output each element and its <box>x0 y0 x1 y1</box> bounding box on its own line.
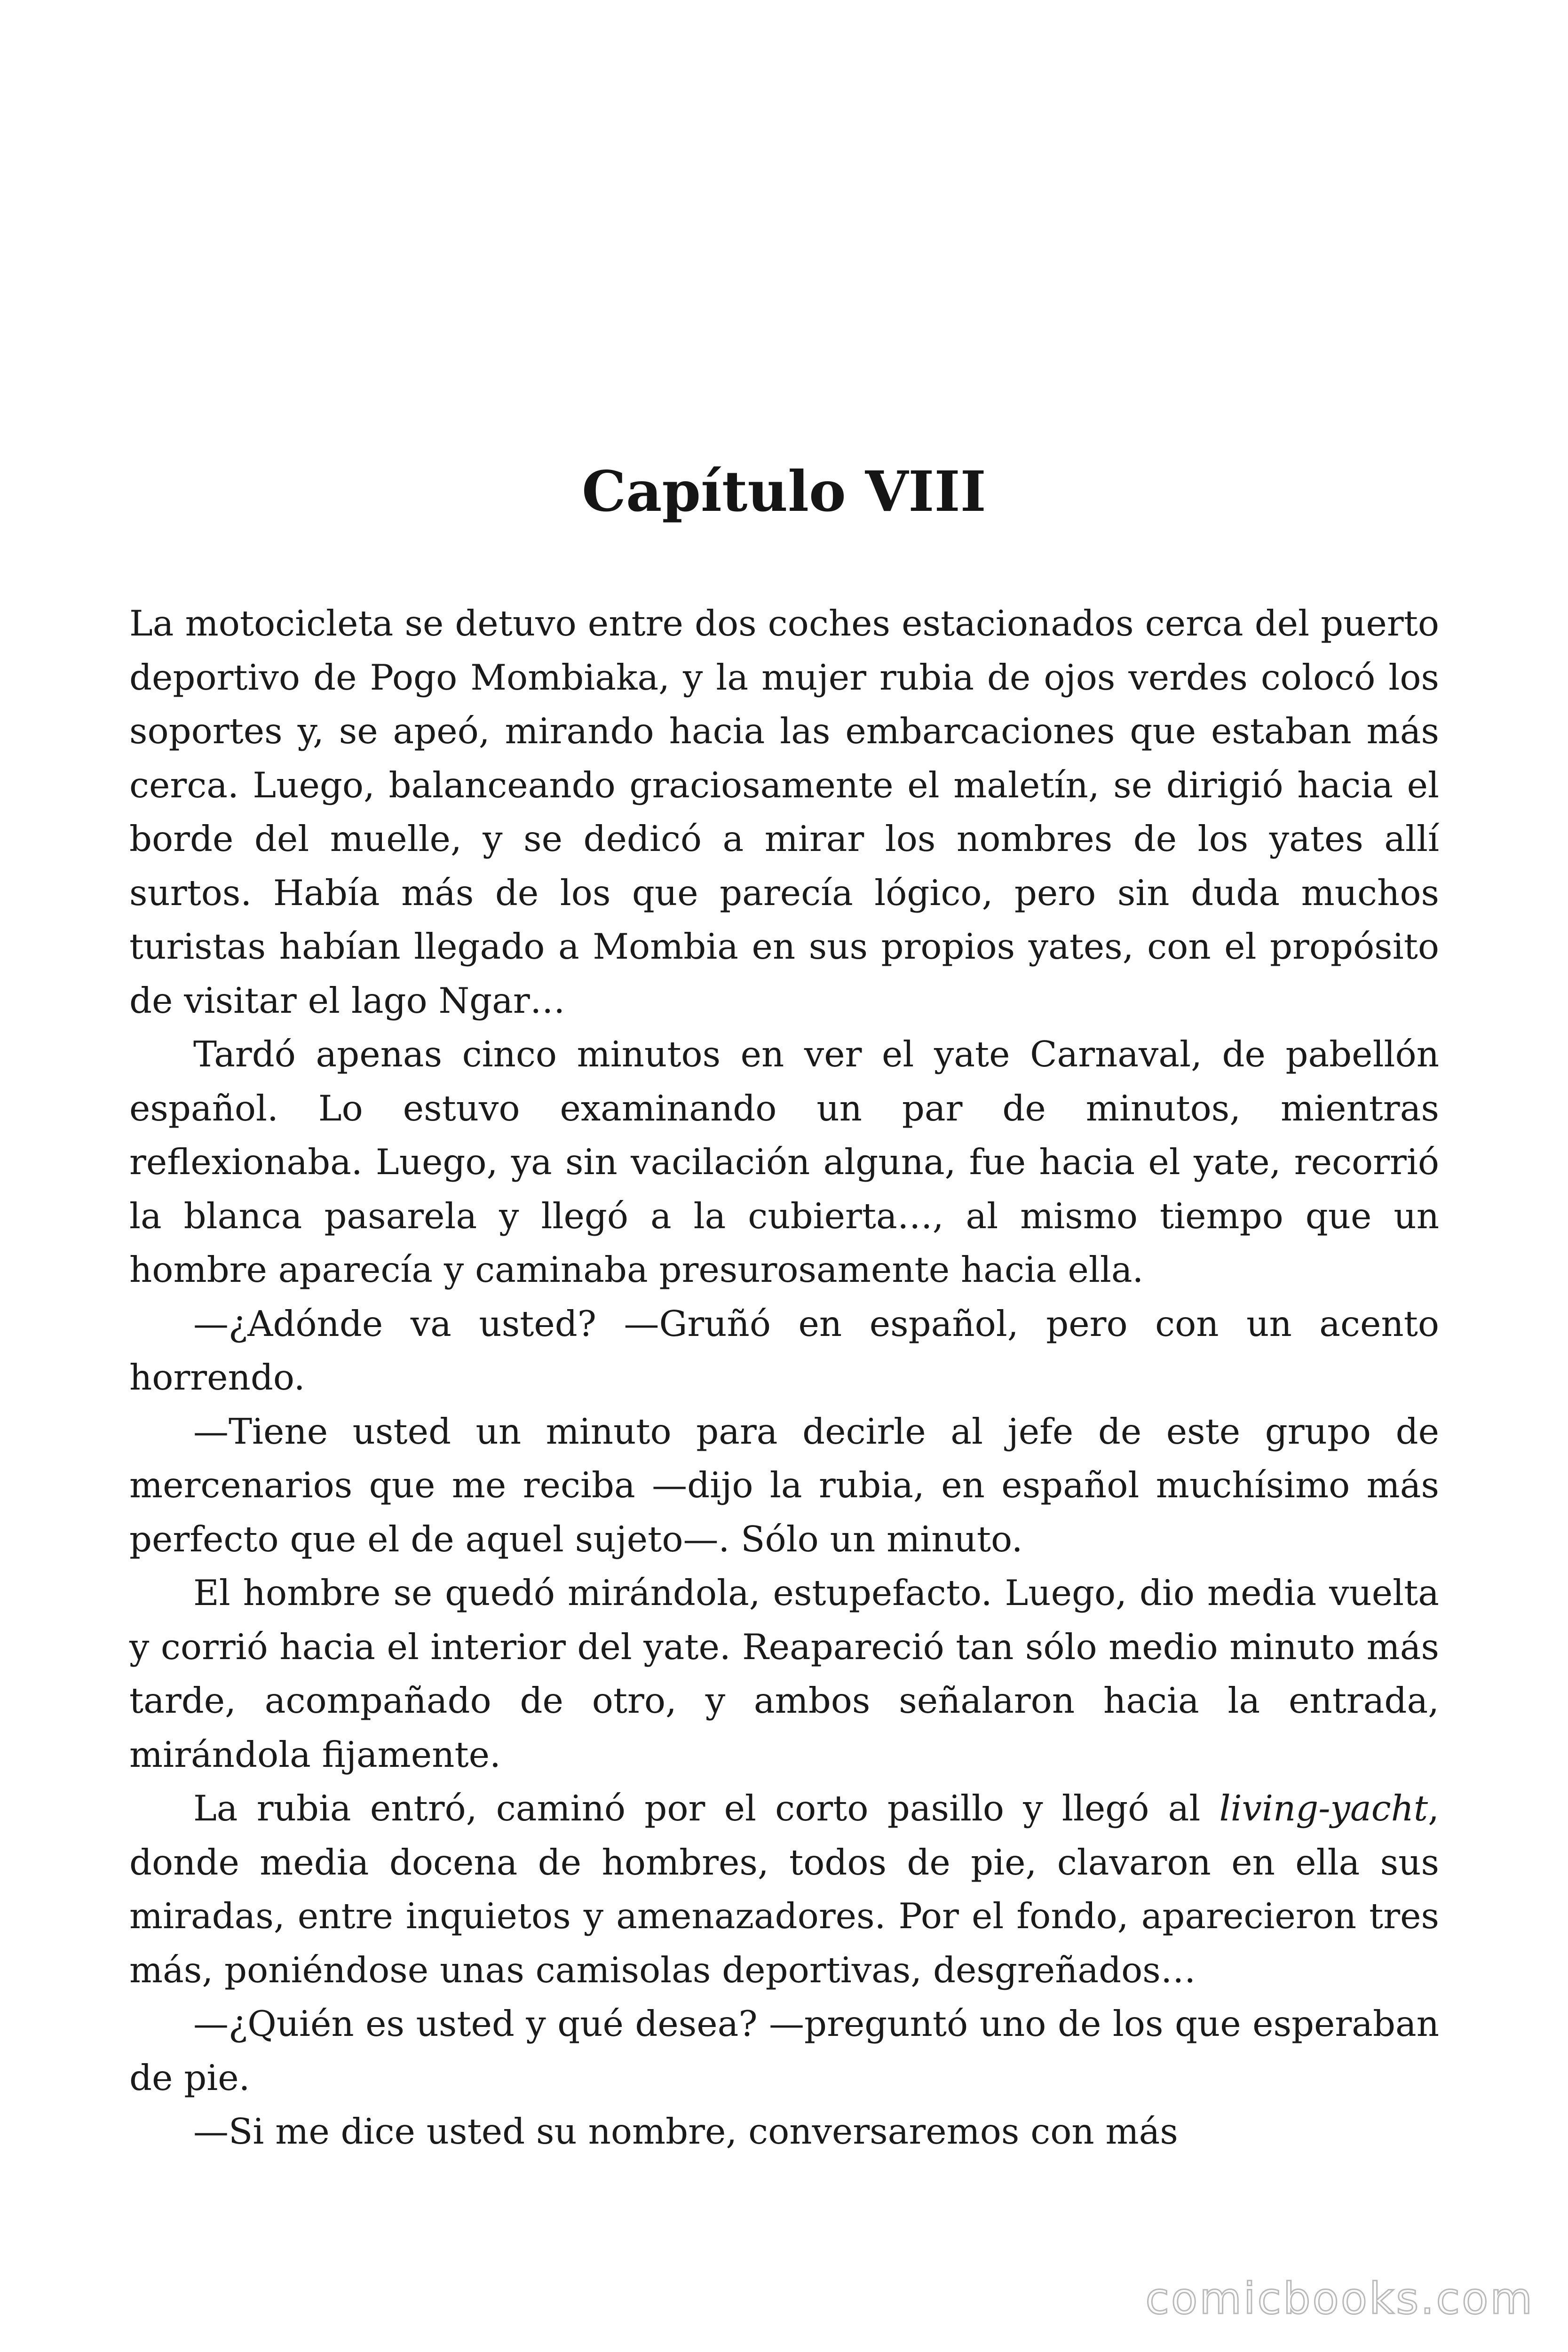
paragraph-6-start: La rubia entró, caminó por el corto pasillo y llegó al <box>193 1788 1220 1829</box>
paragraph-1: La motocicleta se detuvo entre dos coches estacionados cerca del puerto deportivo de Pogo Mombiaka, y la mujer rubia de ojos verdes colocó los soportes y, se apeó, mirando hacia las embarcaciones que estaban más cerca. Luego, balanceando graciosamente el maletín, se dirigió hacia el borde del muelle, y se dedicó a mirar los nombres de los yates allí surtos. Había más de los que parecía lógico, pero sin duda muchos turistas habían llegado a Mombia en sus propios yates, con el propósito de visitar el lago Ngar… <box>129 603 1439 1021</box>
chapter-body <box>129 596 1439 2159</box>
paragraph-7: —¿Quién es usted y qué desea? —preguntó uno de los que esperaban de pie. <box>129 2003 1439 2098</box>
paragraph-4: —Tiene usted un minuto para decirle al jefe de este grupo de mercenarios que me reciba —dijo la rubia, en español muchísimo más perfecto que el de aquel sujeto—. Sólo un minuto. <box>129 1410 1439 1560</box>
italic-term: living-yacht <box>1219 1788 1428 1829</box>
watermark: comicbooks.com <box>1145 2273 1534 2324</box>
chapter-title: Capítulo VIII <box>582 459 986 524</box>
paragraph-6-end: , donde media docena de hombres, todos de pie, clavaron en ella sus miradas, entre inquietos y amenazadores. Por el fondo, aparecieron tres más, poniéndose unas camisolas deportivas, desgreñados… <box>129 1788 1439 1991</box>
paragraph-3: —¿Adónde va usted? —Gruñó en español, pero con un acento horrendo. <box>129 1303 1439 1398</box>
paragraph-6 <box>129 1781 1439 1997</box>
paragraph-2: Tardó apenas cinco minutos en ver el yate Carnaval, de pabellón español. Lo estuvo examinando un par de minutos, mientras reflexionaba. Luego, ya sin vacilación alguna, fue hacia el yate, recorrió la blanca pasarela y llegó a la cubierta…, al mismo tiempo que un hombre aparecía y caminaba presurosamente hacia ella. <box>129 1033 1439 1290</box>
paragraph-5: El hombre se quedó mirándola, estupefacto. Luego, dio media vuelta y corrió hacia el interior del yate. Reapareció tan sólo medio minuto más tarde, acompañado de otro, y ambos señalaron hacia la entrada, mirándola fijamente. <box>129 1572 1439 1775</box>
paragraph-8: —Si me dice usted su nombre, conversaremos con más <box>193 2111 1178 2152</box>
